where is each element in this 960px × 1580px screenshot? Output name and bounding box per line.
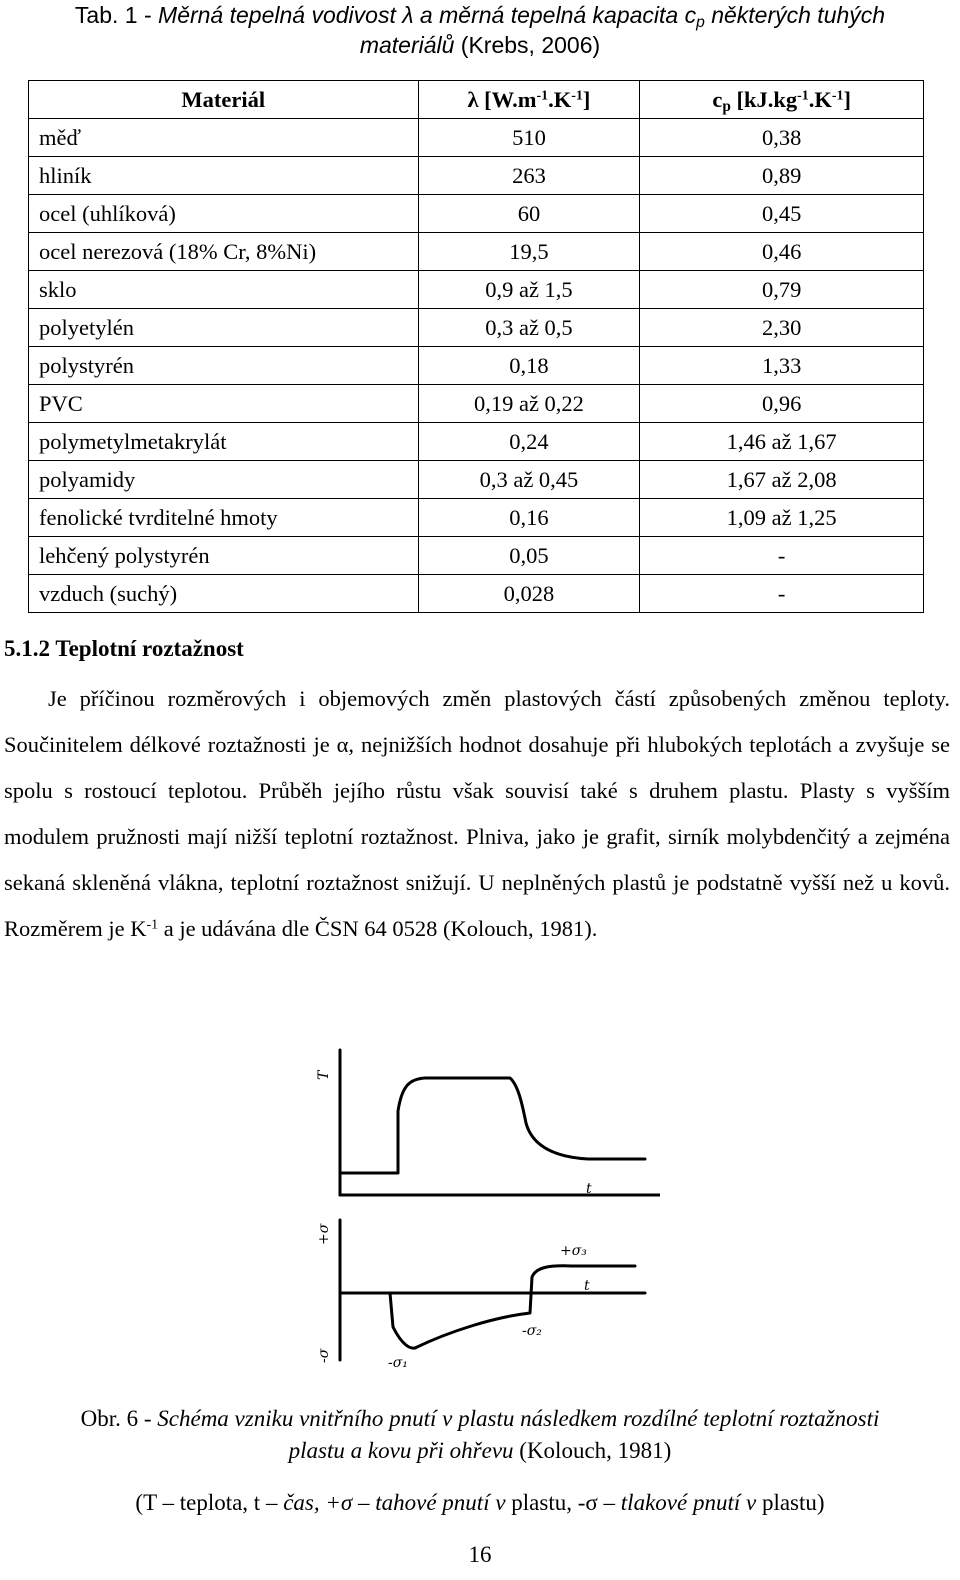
cell-lambda: 0,19 až 0,22 bbox=[418, 385, 640, 423]
label-t-bottom: t bbox=[584, 1278, 590, 1294]
cell-cp: - bbox=[640, 575, 924, 613]
figure-caption bbox=[0, 1403, 960, 1467]
cell-lambda: 0,3 až 0,5 bbox=[418, 309, 640, 347]
cell-material: fenolické tvrditelné hmoty bbox=[29, 499, 419, 537]
cell-material: vzduch (suchý) bbox=[29, 575, 419, 613]
cell-cp: 0,45 bbox=[640, 195, 924, 233]
label-minus-sigma1: -σ₁ bbox=[388, 1355, 408, 1371]
table-row bbox=[29, 423, 924, 461]
table-caption bbox=[0, 0, 960, 60]
paragraph-text: Je příčinou rozměrových i objemových změn plastových částí způsobených změnou teploty. Součinitelem délkové roztažnosti je α, nejnižších hodnot dosahuje při hlubokých teplotách a zvyšuje se spolu s rostoucí teplotou. Průběh jejího růstu však souvisí také s druhem plastu. Plasty s vyšším modulem pružnosti mají nižší teplotní roztažnost. Plniva, jako je grafit, sirník molybdenčitý a zejména sekaná skleněná vlákna, teplotní roztažnost snižují. U neplněných plastů je podstatně vyšší než u kovů. Rozměrem je K bbox=[4, 686, 950, 941]
cell-lambda: 0,18 bbox=[418, 347, 640, 385]
cell-cp: 2,30 bbox=[640, 309, 924, 347]
cell-cp: 1,33 bbox=[640, 347, 924, 385]
stress-curve bbox=[340, 1266, 635, 1348]
cell-material: sklo bbox=[29, 271, 419, 309]
table-row bbox=[29, 195, 924, 233]
cell-material: PVC bbox=[29, 385, 419, 423]
cell-lambda: 0,24 bbox=[418, 423, 640, 461]
cell-material: polyetylén bbox=[29, 309, 419, 347]
cell-lambda: 0,16 bbox=[418, 499, 640, 537]
cell-cp: 1,46 až 1,67 bbox=[640, 423, 924, 461]
label-T: T bbox=[316, 1070, 332, 1080]
figure-caption-source: (Kolouch, 1981) bbox=[513, 1438, 672, 1463]
table-row bbox=[29, 157, 924, 195]
cell-cp: 1,09 až 1,25 bbox=[640, 499, 924, 537]
figure-caption-title-cont: plastu a kovu při ohřevu bbox=[288, 1438, 514, 1463]
cell-cp: 1,67 až 2,08 bbox=[640, 461, 924, 499]
cell-material: polymetylmetakrylát bbox=[29, 423, 419, 461]
cell-cp: 0,79 bbox=[640, 271, 924, 309]
table-caption-source: (Krebs, 2006) bbox=[454, 32, 601, 58]
table-caption-line2: materiálů bbox=[359, 32, 455, 58]
cell-cp: - bbox=[640, 537, 924, 575]
cell-lambda: 263 bbox=[418, 157, 640, 195]
table-row bbox=[29, 575, 924, 613]
table-row bbox=[29, 499, 924, 537]
cell-lambda: 0,028 bbox=[418, 575, 640, 613]
cell-lambda: 510 bbox=[418, 119, 640, 157]
table-caption-prefix: Tab. 1 - bbox=[74, 2, 159, 28]
table-row bbox=[29, 233, 924, 271]
body-paragraph bbox=[4, 676, 950, 952]
cell-lambda: 0,9 až 1,5 bbox=[418, 271, 640, 309]
section-heading: 5.1.2 Teplotní roztažnost bbox=[4, 636, 244, 661]
table-row bbox=[29, 347, 924, 385]
cell-cp: 0,89 bbox=[640, 157, 924, 195]
cell-material: lehčený polystyrén bbox=[29, 537, 419, 575]
cell-material: ocel (uhlíková) bbox=[29, 195, 419, 233]
table-caption-title-cont: některých tuhých bbox=[704, 2, 886, 28]
materials-table bbox=[28, 80, 924, 613]
header-lambda: λ $[W.m^{-1}.K^{-1}]$ bbox=[418, 81, 640, 119]
table-row bbox=[29, 385, 924, 423]
cell-material: ocel nerezová (18% Cr, 8%Ni) bbox=[29, 233, 419, 271]
paragraph-text-end: a je udávána dle ČSN 64 0528 (Kolouch, 1981). bbox=[158, 916, 598, 941]
table-row bbox=[29, 537, 924, 575]
cell-material: hliník bbox=[29, 157, 419, 195]
header-cp: $c_p$ $[kJ.kg^{-1}.K^{-1}]$ bbox=[640, 81, 924, 119]
label-plus-sigma: +σ bbox=[316, 1223, 332, 1245]
cell-material: polyamidy bbox=[29, 461, 419, 499]
cell-lambda: 60 bbox=[418, 195, 640, 233]
table-caption-sub: p bbox=[696, 13, 705, 31]
temperature-curve bbox=[340, 1078, 645, 1173]
table-row bbox=[29, 119, 924, 157]
table-caption-title: Měrná tepelná vodivost λ a měrná tepelná kapacita c bbox=[158, 2, 697, 28]
label-sigma3: +σ₃ bbox=[560, 1243, 587, 1259]
label-t-top: t bbox=[586, 1181, 592, 1197]
cell-cp: 0,46 bbox=[640, 233, 924, 271]
cell-lambda: 0,3 až 0,45 bbox=[418, 461, 640, 499]
cell-cp: 0,38 bbox=[640, 119, 924, 157]
paragraph-sup: -1 bbox=[146, 917, 159, 933]
table-header-row bbox=[29, 81, 924, 119]
label-minus-sigma2: -σ₂ bbox=[522, 1323, 542, 1339]
cell-lambda: 19,5 bbox=[418, 233, 640, 271]
page-number: 16 bbox=[468, 1542, 492, 1567]
symbol-legend: (T – teplota, t – čas, +σ – tahové pnutí v plastu, -σ – tlakové pnutí v plastu) bbox=[135, 1490, 825, 1515]
cell-material: polystyrén bbox=[29, 347, 419, 385]
stress-schematic-figure bbox=[300, 1045, 660, 1375]
table-row bbox=[29, 271, 924, 309]
cell-material: měď bbox=[29, 119, 419, 157]
label-minus-sigma: -σ bbox=[316, 1348, 332, 1363]
cell-lambda: 0,05 bbox=[418, 537, 640, 575]
table-row bbox=[29, 309, 924, 347]
figure-caption-title: Schéma vzniku vnitřního pnutí v plastu následkem rozdílné teplotní roztažnosti bbox=[157, 1406, 880, 1431]
cell-cp: 0,96 bbox=[640, 385, 924, 423]
header-material: Materiál bbox=[29, 81, 419, 119]
table-row bbox=[29, 461, 924, 499]
figure-caption-prefix: Obr. 6 - bbox=[80, 1406, 158, 1431]
